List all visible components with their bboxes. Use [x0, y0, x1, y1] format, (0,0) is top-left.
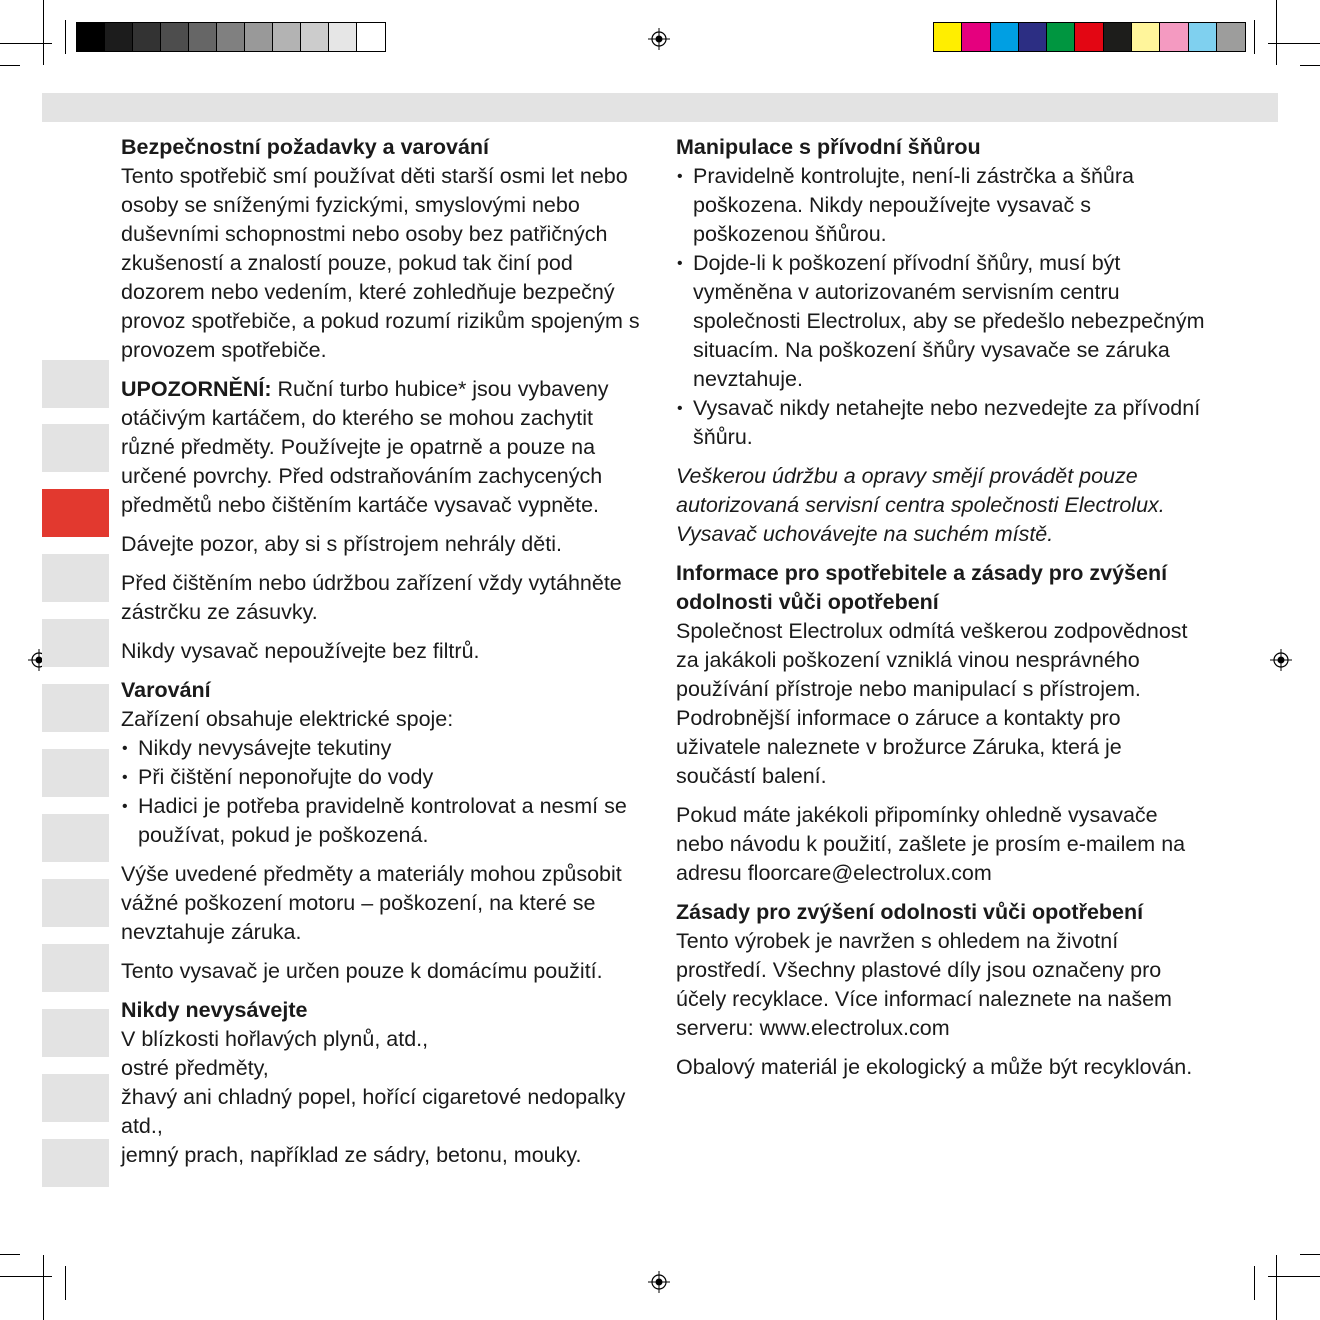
list-item: • Vysavač nikdy netahejte nebo nezvedejte za přívodní šňůru.: [676, 394, 1206, 452]
list-item: • Při čištění neponořujte do vody: [121, 763, 649, 792]
list-item: žhavý ani chladný popel, hořící cigaretové nedopalky atd.,: [121, 1085, 626, 1138]
warning-paragraph: [121, 375, 649, 520]
crop-mark: [1276, 1255, 1277, 1320]
list-item: ostré předměty,: [121, 1056, 269, 1080]
side-tab[interactable]: [42, 424, 109, 472]
service-note: Veškerou údržbu a opravy smějí provádět pouze autorizovaná servisní centra společnosti Electrolux. Vysavač uchovávejte na suchém místě.: [676, 464, 1165, 546]
crop-mark: [65, 20, 66, 54]
warning-label: UPOZORNĚNÍ:: [121, 377, 272, 401]
side-tab[interactable]: [42, 749, 109, 797]
side-tab[interactable]: [42, 944, 109, 992]
gray-swatch: [133, 23, 161, 51]
gray-swatch: [189, 23, 217, 51]
color-swatch: [1132, 23, 1160, 51]
feedback-paragraph: Pokud máte jakékoli připomínky ohledně vysavače nebo návodu k použití, zašlete je prosím e-mailem na adresu floorcare@electrolux.com: [676, 803, 1186, 885]
caution-intro: Zařízení obsahuje elektrické spoje:: [121, 707, 454, 731]
caution-title: Varování: [121, 678, 211, 702]
crop-mark: [0, 65, 20, 66]
safety-section: [121, 133, 649, 365]
crop-mark: [1276, 0, 1277, 65]
sustainability-text: Tento výrobek je navržen s ohledem na životní prostředí. Všechny plastové díly jsou označeny pro účely recyklace. Více informací naleznete na našem serveru: www.electrolux.com: [676, 929, 1172, 1040]
registration-mark-icon: [648, 1271, 670, 1293]
right-column: [676, 133, 1206, 1092]
sustainability-title: Zásady pro zvýšení odolnosti vůči opotřebení: [676, 900, 1144, 924]
color-swatch: [962, 23, 990, 51]
safety-title: Bezpečnostní požadavky a varování: [121, 135, 490, 159]
list-item: • Dojde-li k poškození přívodní šňůry, musí být vyměněna v autorizovaném servisním centru společnosti Electrolux, aby se předešlo nebezpečným situacím. Na poškození šňůry vysavače se záruka nevztahuje.: [676, 249, 1206, 394]
crop-mark: [0, 1254, 20, 1255]
never-title: Nikdy nevysávejte: [121, 998, 308, 1022]
gray-swatch: [77, 23, 105, 51]
consumer-text: Společnost Electrolux odmítá veškerou zodpovědnost za jakákoli poškození vzniklá vinou nesprávného používání přístroje nebo manipulací s přístrojem. Podrobnější informace o záruce a kontakty pro uživatele naleznete v brožurce Záruka, která je součástí balení.: [676, 619, 1188, 788]
side-tab[interactable]: [42, 1139, 109, 1187]
color-swatch: [1160, 23, 1188, 51]
crop-mark: [0, 1276, 52, 1277]
consumer-title: Informace pro spotřebitele a zásady pro zvýšení odolnosti vůči opotřebení: [676, 561, 1168, 614]
crop-mark: [43, 1255, 44, 1320]
caution-section: [121, 676, 649, 850]
consumer-section: [676, 559, 1206, 791]
registration-mark-icon: [648, 28, 670, 50]
crop-mark: [1268, 1276, 1320, 1277]
gray-swatch: [105, 23, 133, 51]
gray-swatch: [217, 23, 245, 51]
color-swatch: [1075, 23, 1103, 51]
process-color-bar: [933, 22, 1246, 52]
side-tab[interactable]: [42, 684, 109, 732]
crop-mark: [0, 43, 52, 44]
color-swatch: [1019, 23, 1047, 51]
warning-text: Ruční turbo hubice* jsou vybaveny otáčivým kartáčem, do kterého se mohou zachytit různé předměty. Používejte je opatrně a pouze na určené povrchy. Před odstraňováním zachycených předmětů nebo čištěním kartáče vysavač vypněte.: [121, 377, 609, 517]
gray-swatch: [161, 23, 189, 51]
cord-section: [676, 133, 1206, 452]
crop-mark: [1268, 43, 1320, 44]
side-tab[interactable]: [42, 814, 109, 862]
sustainability-section: [676, 898, 1206, 1043]
damage-paragraph: Výše uvedené předměty a materiály mohou způsobit vážné poškození motoru – poškození, na které se nevztahuje záruka.: [121, 862, 622, 944]
side-tab[interactable]: [42, 360, 109, 408]
gray-swatch: [301, 23, 329, 51]
gray-swatch: [329, 23, 357, 51]
crop-mark: [1300, 1254, 1320, 1255]
cord-list: [676, 162, 1206, 452]
list-item: • Nikdy nevysávejte tekutiny: [121, 734, 649, 763]
caution-list: [121, 734, 649, 850]
color-swatch: [1104, 23, 1132, 51]
color-swatch: [1217, 23, 1245, 51]
crop-mark: [1254, 1266, 1255, 1300]
cord-title: Manipulace s přívodní šňůrou: [676, 135, 981, 159]
header-band: [42, 93, 1278, 122]
never-list: [121, 1025, 649, 1170]
color-swatch: [1047, 23, 1075, 51]
color-swatch: [1189, 23, 1217, 51]
packaging-paragraph: Obalový materiál je ekologický a může být recyklován.: [676, 1055, 1193, 1079]
filters-paragraph: Nikdy vysavač nepoužívejte bez filtrů.: [121, 639, 480, 663]
crop-mark: [1254, 20, 1255, 54]
color-swatch: [934, 23, 962, 51]
safety-text: Tento spotřebič smí používat děti starší osmi let nebo osoby se sníženými fyzickými, smyslovými nebo duševními schopnostmi nebo osoby bez patřičných zkušeností a znalostí pouze, pokud tak činí pod dozorem nebo vedením, které zohledňuje bezpečný provoz spotřebiče, a pokud rozumí rizikům spojeným s provozem spotřebiče.: [121, 164, 640, 362]
never-section: [121, 996, 649, 1170]
children-paragraph: Dávejte pozor, aby si s přístrojem nehrály děti.: [121, 532, 562, 556]
gray-swatch: [357, 23, 385, 51]
side-tab[interactable]: [42, 619, 109, 667]
gray-swatch: [273, 23, 301, 51]
list-item: • Pravidelně kontrolujte, není-li zástrčka a šňůra poškozena. Nikdy nepoužívejte vysavač s poškozenou šňůrou.: [676, 162, 1206, 249]
side-tab[interactable]: [42, 1009, 109, 1057]
registration-mark-icon: [1270, 649, 1292, 671]
side-tab-active[interactable]: [42, 489, 109, 537]
list-item: V blízkosti hořlavých plynů, atd.,: [121, 1027, 429, 1051]
list-item: jemný prach, například ze sádry, betonu, mouky.: [121, 1143, 582, 1167]
crop-mark: [1300, 65, 1320, 66]
list-item: • Hadici je potřeba pravidelně kontrolovat a nesmí se používat, pokud je poškozená.: [121, 792, 649, 850]
left-column: [121, 133, 649, 1180]
side-tab[interactable]: [42, 879, 109, 927]
side-tab[interactable]: [42, 1074, 109, 1122]
unplug-paragraph: Před čištěním nebo údržbou zařízení vždy vytáhněte zástrčku ze zásuvky.: [121, 571, 622, 624]
crop-mark: [65, 1266, 66, 1300]
domestic-paragraph: Tento vysavač je určen pouze k domácímu použití.: [121, 959, 603, 983]
grayscale-color-bar: [76, 22, 386, 52]
side-tab[interactable]: [42, 554, 109, 602]
color-swatch: [991, 23, 1019, 51]
gray-swatch: [245, 23, 273, 51]
crop-mark: [43, 0, 44, 65]
